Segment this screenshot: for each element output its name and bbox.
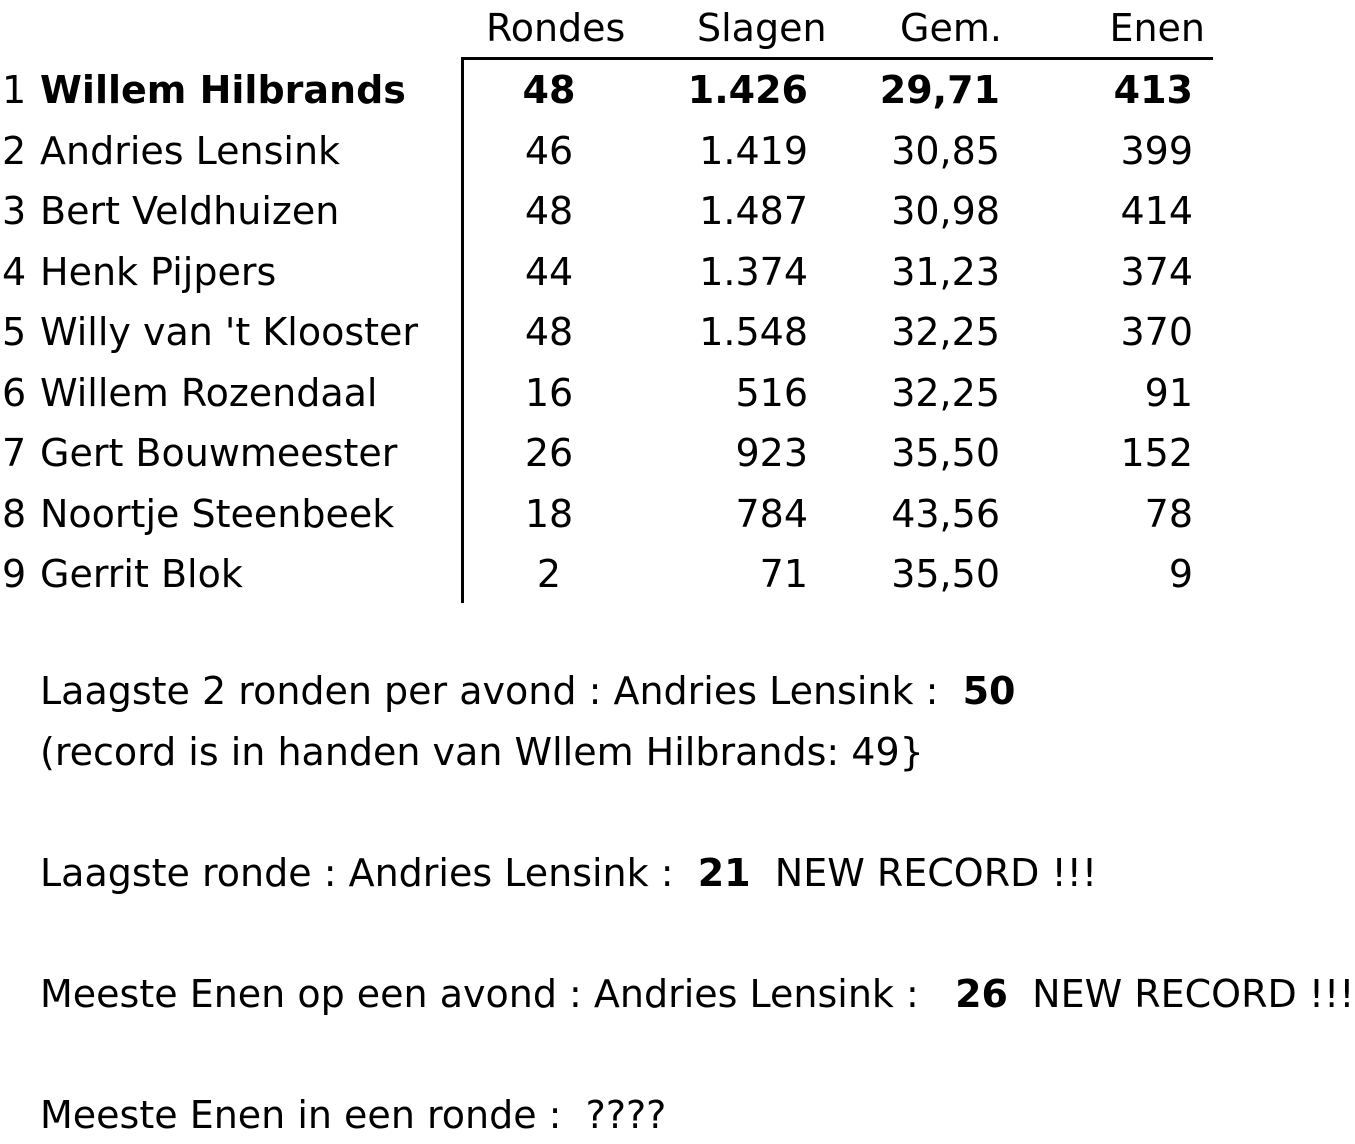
note-label: Laagste ronde : Andries Lensink : bbox=[40, 851, 674, 895]
note-record-flag: NEW RECORD !!! bbox=[774, 851, 1098, 895]
enen-cell: 413 bbox=[1113, 68, 1193, 112]
player-name: Henk Pijpers bbox=[40, 249, 277, 294]
rondes-cell: 16 bbox=[524, 370, 574, 415]
header-slagen: Slagen bbox=[697, 6, 827, 50]
gem-cell: 29,71 bbox=[879, 68, 1000, 112]
rondes-cell: 44 bbox=[524, 249, 574, 294]
rank-cell: 6 bbox=[2, 370, 27, 415]
table-row bbox=[0, 181, 1315, 242]
slagen-cell: 923 bbox=[735, 431, 808, 475]
enen-cell: 9 bbox=[1168, 552, 1193, 596]
slagen-cell: 1.548 bbox=[699, 310, 808, 354]
enen-cell: 374 bbox=[1120, 249, 1193, 294]
player-name: Gert Bouwmeester bbox=[40, 431, 398, 475]
enen-cell: 91 bbox=[1144, 370, 1193, 415]
rank-cell: 5 bbox=[2, 310, 27, 354]
table-row bbox=[0, 242, 1315, 303]
player-name: Willem Hilbrands bbox=[40, 68, 406, 112]
note-value: 21 bbox=[697, 851, 751, 895]
rondes-cell: 18 bbox=[524, 491, 574, 536]
rondes-cell: 48 bbox=[524, 310, 574, 354]
slagen-cell: 1.426 bbox=[687, 68, 808, 112]
rank-cell: 4 bbox=[2, 249, 27, 294]
rank-cell: 2 bbox=[2, 128, 27, 173]
rondes-cell: 2 bbox=[536, 552, 562, 596]
slagen-cell: 784 bbox=[735, 491, 808, 536]
rank-cell: 9 bbox=[2, 552, 27, 596]
rank-cell: 7 bbox=[2, 431, 27, 475]
slagen-cell: 516 bbox=[735, 370, 808, 415]
rank-cell: 1 bbox=[2, 68, 27, 112]
gem-cell: 32,25 bbox=[891, 310, 1000, 354]
note-label: Laagste 2 ronden per avond : Andries Lensink : bbox=[40, 669, 939, 713]
player-name: Willy van 't Klooster bbox=[40, 310, 419, 354]
rondes-cell: 48 bbox=[522, 68, 576, 112]
note-label: Meeste Enen op een avond : Andries Lensink : bbox=[40, 972, 919, 1016]
note-meeste-enen-ronde bbox=[40, 1092, 666, 1138]
enen-cell: 152 bbox=[1120, 431, 1193, 475]
slagen-cell: 71 bbox=[759, 552, 808, 596]
rank-cell: 3 bbox=[2, 189, 27, 233]
table-row bbox=[0, 484, 1315, 545]
table-row bbox=[0, 363, 1315, 424]
gem-cell: 32,25 bbox=[891, 370, 1000, 415]
player-name: Noortje Steenbeek bbox=[40, 491, 395, 536]
gem-cell: 30,85 bbox=[891, 128, 1000, 173]
table-row bbox=[0, 423, 1315, 484]
gem-cell: 43,56 bbox=[891, 491, 1000, 536]
gem-cell: 30,98 bbox=[891, 189, 1000, 233]
table-row bbox=[0, 121, 1315, 182]
header-gem: Gem. bbox=[900, 6, 1002, 50]
gem-cell: 31,23 bbox=[891, 249, 1000, 294]
enen-cell: 78 bbox=[1144, 491, 1193, 536]
table-row bbox=[0, 544, 1315, 605]
rondes-cell: 46 bbox=[524, 128, 574, 173]
note-record-flag: NEW RECORD !!! bbox=[1032, 972, 1355, 1016]
gem-cell: 35,50 bbox=[891, 431, 1000, 475]
rondes-cell: 48 bbox=[524, 189, 574, 233]
player-name: Gerrit Blok bbox=[40, 552, 243, 596]
slagen-cell: 1.487 bbox=[699, 189, 808, 233]
enen-cell: 370 bbox=[1120, 310, 1193, 354]
header-enen: Enen bbox=[1109, 6, 1205, 50]
note-value: 50 bbox=[962, 669, 1016, 713]
player-name: Andries Lensink bbox=[40, 128, 341, 173]
rank-cell: 8 bbox=[2, 491, 27, 536]
note-laagste-2-ronden bbox=[40, 668, 1015, 714]
slagen-cell: 1.419 bbox=[699, 128, 808, 173]
header-rondes: Rondes bbox=[486, 6, 626, 50]
note-meeste-enen-avond bbox=[40, 971, 1355, 1017]
rondes-cell: 26 bbox=[524, 431, 574, 475]
note-record-holder: (record is in handen van Wllem Hilbrands: 49} bbox=[40, 730, 924, 774]
table-row bbox=[0, 302, 1315, 363]
ranking-table bbox=[0, 60, 1315, 605]
note-value: ???? bbox=[585, 1093, 667, 1137]
slagen-cell: 1.374 bbox=[699, 249, 808, 294]
player-name: Willem Rozendaal bbox=[40, 370, 378, 415]
note-label: Meeste Enen in een ronde : bbox=[40, 1093, 562, 1137]
gem-cell: 35,50 bbox=[891, 552, 1000, 596]
enen-cell: 399 bbox=[1120, 128, 1193, 173]
note-laagste-ronde bbox=[40, 850, 1097, 896]
table-row bbox=[0, 60, 1315, 121]
enen-cell: 414 bbox=[1120, 189, 1193, 233]
note-value: 26 bbox=[955, 972, 1008, 1016]
player-name: Bert Veldhuizen bbox=[40, 189, 340, 233]
